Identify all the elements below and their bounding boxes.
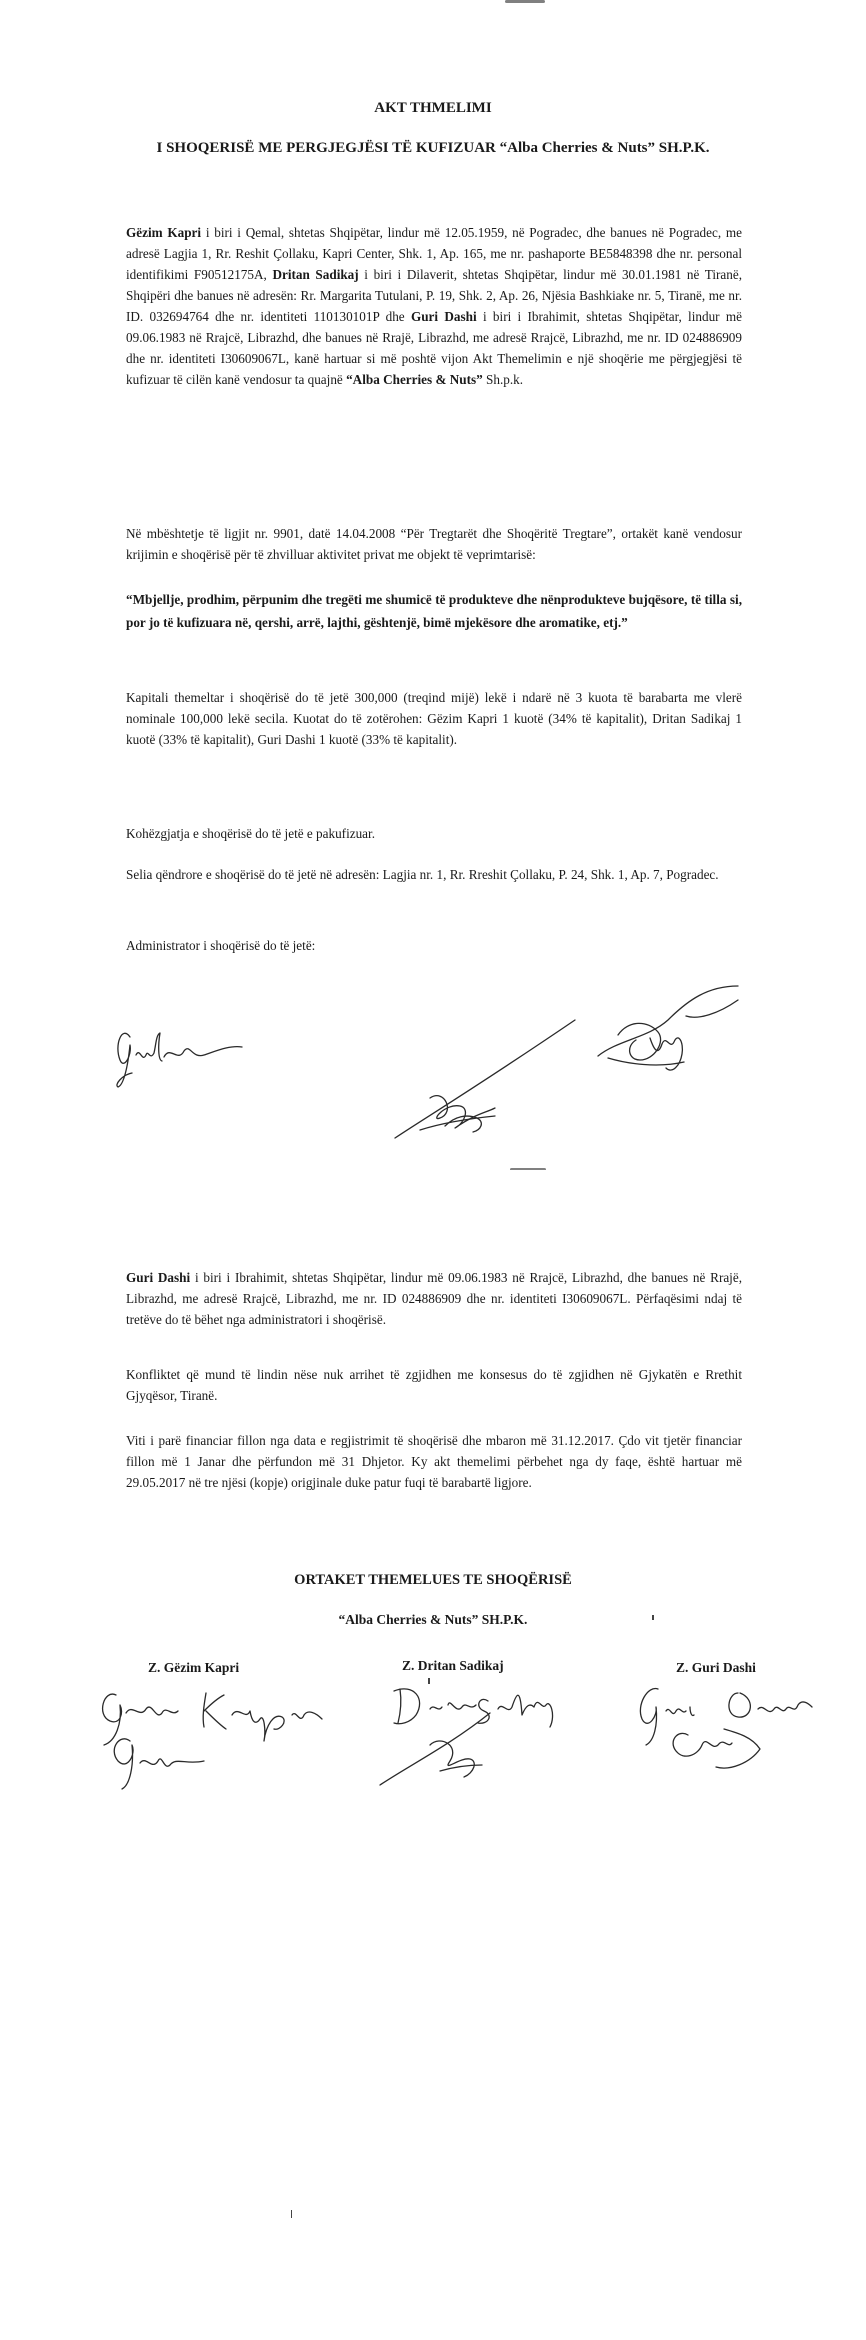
- document-page-2: [0, 1170, 866, 2340]
- founders-paragraph: Gëzim Kapri i biri i Qemal, shtetas Shqipëtar, lindur më 12.05.1959, në Pogradec, dhe banues në Pogradec, me adresë Lagjia 1, Rr. Reshit Çollaku, Kapri Center, Shk. 1, Ap. 165, me nr. pashaporte BE5848398 dhe nr. personal identifikimi F90512175A, Dritan Sadikaj i biri i Dilaverit, shtetas Shqipëtar, lindur më 30.01.1981 në Tiranë, Shqipëri dhe banues në adresën: Rr. Margarita Tutulani, P. 19, Shk. 2, Ap. 26, Njësia Bashkiake nr. 5, Tiranë, me nr. ID. 032694764 dhe nr. identiteti 110130101P dhe Guri Dashi i biri i Ibrahimit, shtetas Shqipëtar, lindur më 09.06.1983 në Rrajcë, Librazhd, dhe banues në Rrajë, Librazhd, me adresë Rrajcë, Librazhd, me nr. ID 024886909 dhe nr. identiteti I30609067L, kanë hartuar si më poshtë vijon Akt Themelimin e një shoqërie me përgjegjësi të kufizuar të cilën kanë vendosur ta quajnë “Alba Cherries & Nuts” Sh.p.k.: [126, 225, 743, 387]
- company-name: “Alba Cherries & Nuts”: [346, 372, 483, 387]
- headquarters-paragraph: Selia qëndrore e shoqërisë do të jetë në adresën: Lagjia nr. 1, Rr. Rreshit Çollaku, P. 24, Shk. 1, Ap. 7, Pogradec.: [126, 867, 719, 882]
- signature-gezim-kapri-page-2: [96, 1675, 336, 1800]
- capital-paragraph: Kapitali themeltar i shoqërisë do të jetë 300,000 (treqind mijë) lekë i ndarë në 3 kuota të barabarta me vlerë nominale 100,000 lekë secila. Kuotat do të zotërohen: Gëzim Kapri 1 kuotë (34% të kapitalit), Dritan Sadikaj 1 kuotë (33% të kapitalit), Guri Dashi 1 kuotë (33% të kapitalit).: [126, 690, 742, 747]
- founder-name: Guri Dashi: [410, 309, 477, 324]
- signatures-company-name: “Alba Cherries & Nuts” SH.P.K.: [338, 1612, 528, 1627]
- financial-year-paragraph: Viti i parë financiar fillon nga data e regjistrimit të shoqërisë dhe mbaron më 31.12.2017. Çdo vit tjetër financiar fillon më 1 Janar dhe përfundon më 31 Dhjetor. Ky akt themelimi përbehet nga dy faqe, është hartuar më 29.05.2017 në tre njësi (kopje) origjinale duke patur fuqi të barabartë ligjore.: [126, 1433, 742, 1490]
- signature-gezim-kapri: [112, 1015, 252, 1100]
- signature-dritan-sadikaj: [385, 1018, 585, 1153]
- administrator-name: Guri Dashi: [126, 1270, 191, 1285]
- founder-name: Dritan Sadikaj: [272, 267, 359, 282]
- signature-guri-dashi-page-2: [628, 1675, 848, 1790]
- founder-label-guri-dashi: Z. Guri Dashi: [676, 1660, 756, 1675]
- scan-speck: [652, 1615, 654, 1620]
- administrator-paragraph: Administrator i shoqërisë do të jetë:: [126, 938, 316, 953]
- founders-heading: ORTAKET THEMELUES TE SHOQËRISË: [294, 1572, 572, 1588]
- signature-guri-dashi: [588, 980, 748, 1095]
- scan-speck: [291, 2210, 292, 2218]
- business-object-paragraph: “Mbjellje, prodhim, përpunim dhe tregëti me shumicë të produkteve dhe nënprodukteve bujqësore, të tilla si, por jo të kufizuara në, qershi, arrë, lajthi, gështenjë, bimë mjekësore dhe aromatike, etj.”: [126, 592, 742, 630]
- scan-speck: [428, 1678, 430, 1684]
- disputes-paragraph: Konfliktet që mund të lindin nëse nuk arrihet të zgjidhen me konsesus do të zgjidhen në Gjykatën e Rrethit Gjyqësor, Tiranë.: [126, 1367, 742, 1403]
- scan-mark: [505, 0, 545, 3]
- signature-dritan-sadikaj-page-2: [370, 1675, 590, 1800]
- administrator-details-paragraph: Guri Dashi i biri i Ibrahimit, shtetas Shqipëtar, lindur më 09.06.1983 në Rrajcë, Librazhd, dhe banues në Rrajë, Librazhd, me adresë Rrajcë, Librazhd, me nr. ID 024886909 dhe nr. identiteti I30609067L. Përfaqësimi ndaj të tretëve do të bëhet nga administratori i shoqërisë.: [126, 1270, 742, 1327]
- duration-paragraph: Kohëzgjatja e shoqërisë do të jetë e pakufizuar.: [126, 826, 375, 841]
- legal-basis-paragraph: Në mbështetje të ligjit nr. 9901, datë 14.04.2008 “Për Tregtarët dhe Shoqëritë Tregtare”, ortakët kanë vendosur krijimin e shoqërisë për të zhvilluar aktivitet privat me objekt të veprimtarisë:: [126, 526, 742, 562]
- founder-label-gezim-kapri: Z. Gëzim Kapri: [148, 1660, 240, 1675]
- document-title: AKT THMELIMI: [374, 100, 492, 116]
- founder-label-dritan-sadikaj: Z. Dritan Sadikaj: [402, 1658, 504, 1673]
- founder-name: Gëzim Kapri: [126, 225, 202, 240]
- document-subtitle: I SHOQERISË ME PERGJEGJËSI TË KUFIZUAR “Alba Cherries & Nuts” SH.P.K.: [156, 140, 710, 156]
